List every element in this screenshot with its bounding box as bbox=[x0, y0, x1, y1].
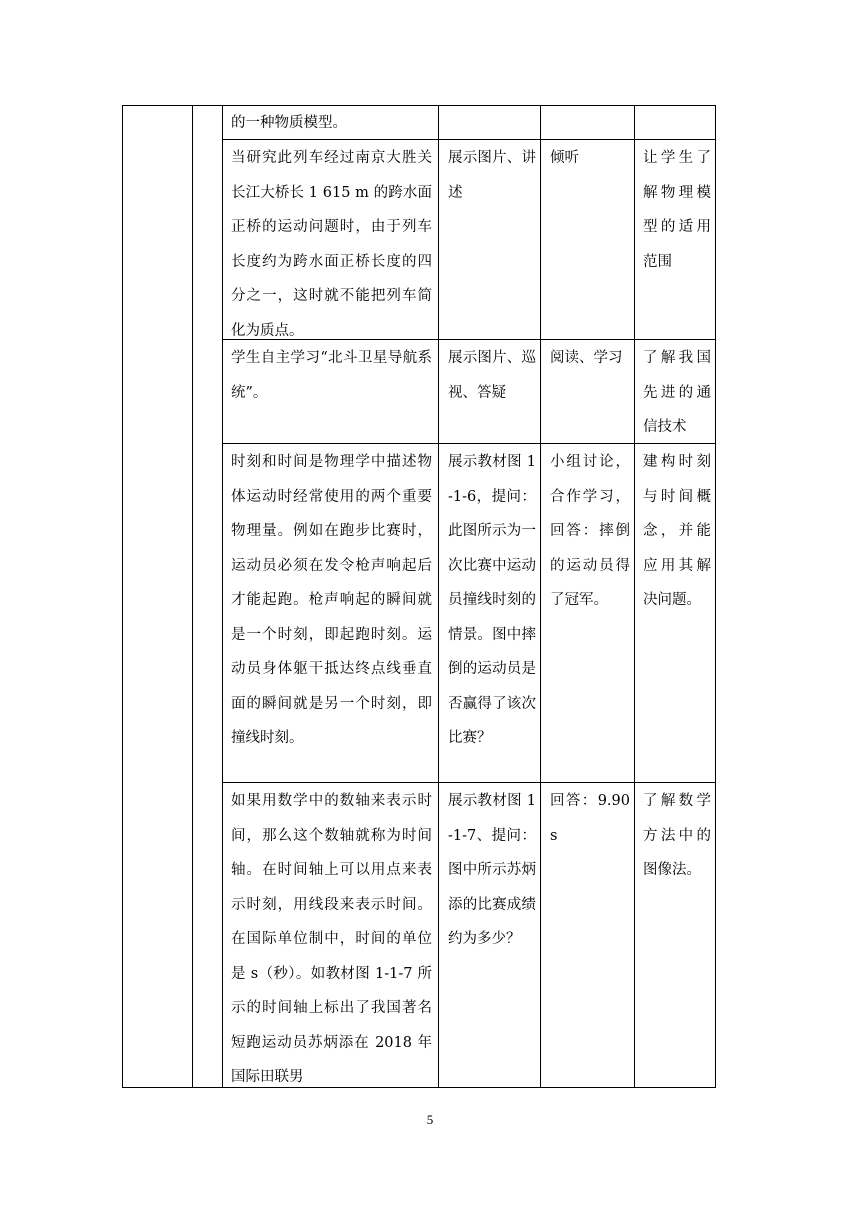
content-cell: 当研究此列车经过南京大胜关长江大桥长 1 615 m 的跨水面正桥的运动问题时，由于列车长度约为跨水面正桥长度的四分之一，这时就不能把列车简化为质点。 bbox=[231, 150, 432, 339]
content-cell: 如果用数学中的数轴来表示时间，那么这个数轴就称为时间轴。在时间轴上可以用点来表示时刻，用线段来表示时间。在国际单位制中，时间的单位是 s（秒）。如教材图 1-1-7 所示的时间轴上标出了我国著名短跑运动员苏炳添在 2018 年国际田联男 bbox=[231, 793, 432, 1085]
teacher-activity-cell: 展示图片、讲述 bbox=[448, 150, 536, 201]
student-activity-cell: 小组讨论，合作学习，回答：摔倒的运动员得了冠军。 bbox=[550, 454, 630, 608]
design-intent-cell: 了解数学方法中的图像法。 bbox=[643, 793, 711, 878]
column-divider-1 bbox=[192, 105, 193, 1088]
row-divider-4 bbox=[222, 782, 716, 783]
table-border-right bbox=[715, 105, 716, 1088]
table-border-left bbox=[122, 105, 123, 1088]
student-activity-cell: 阅读、学习 bbox=[550, 350, 623, 366]
content-cell: 时刻和时间是物理学中描述物体运动时经常使用的两个重要物理量。例如在跑步比赛时，运动员必须在发令枪声响起后才能起跑。枪声响起的瞬间就是一个时刻，即起跑时刻。运动员身体躯干抵达终点线垂直面的瞬间就是另一个时刻，即撞线时刻。 bbox=[231, 454, 432, 746]
student-activity-cell: 倾听 bbox=[550, 150, 579, 166]
student-activity-cell: 回答：9.90 s bbox=[550, 793, 630, 844]
teacher-activity-cell: 展示教材图 1-1-6，提问：此图所示为一次比赛中运动员撞线时刻的情景。图中摔倒的运动员是否赢得了该次比赛？ bbox=[448, 454, 536, 746]
teacher-activity-cell: 展示教材图 1-1-7、提问：图中所示苏炳添的比赛成绩约为多少？ bbox=[448, 793, 536, 947]
content-cell: 学生自主学习“北斗卫星导航系统”。 bbox=[231, 350, 432, 401]
design-intent-cell: 建构时刻与时间概念，并能应用其解决问题。 bbox=[643, 454, 711, 608]
design-intent-cell: 让学生了解物理模型的适用范围 bbox=[643, 150, 711, 270]
design-intent-cell: 了解我国先进的通信技术 bbox=[643, 350, 711, 435]
content-cell: 的一种物质模型。 bbox=[231, 115, 347, 131]
teacher-activity-cell: 展示图片、巡视、答疑 bbox=[448, 350, 536, 401]
page-number: 5 bbox=[426, 1112, 434, 1127]
